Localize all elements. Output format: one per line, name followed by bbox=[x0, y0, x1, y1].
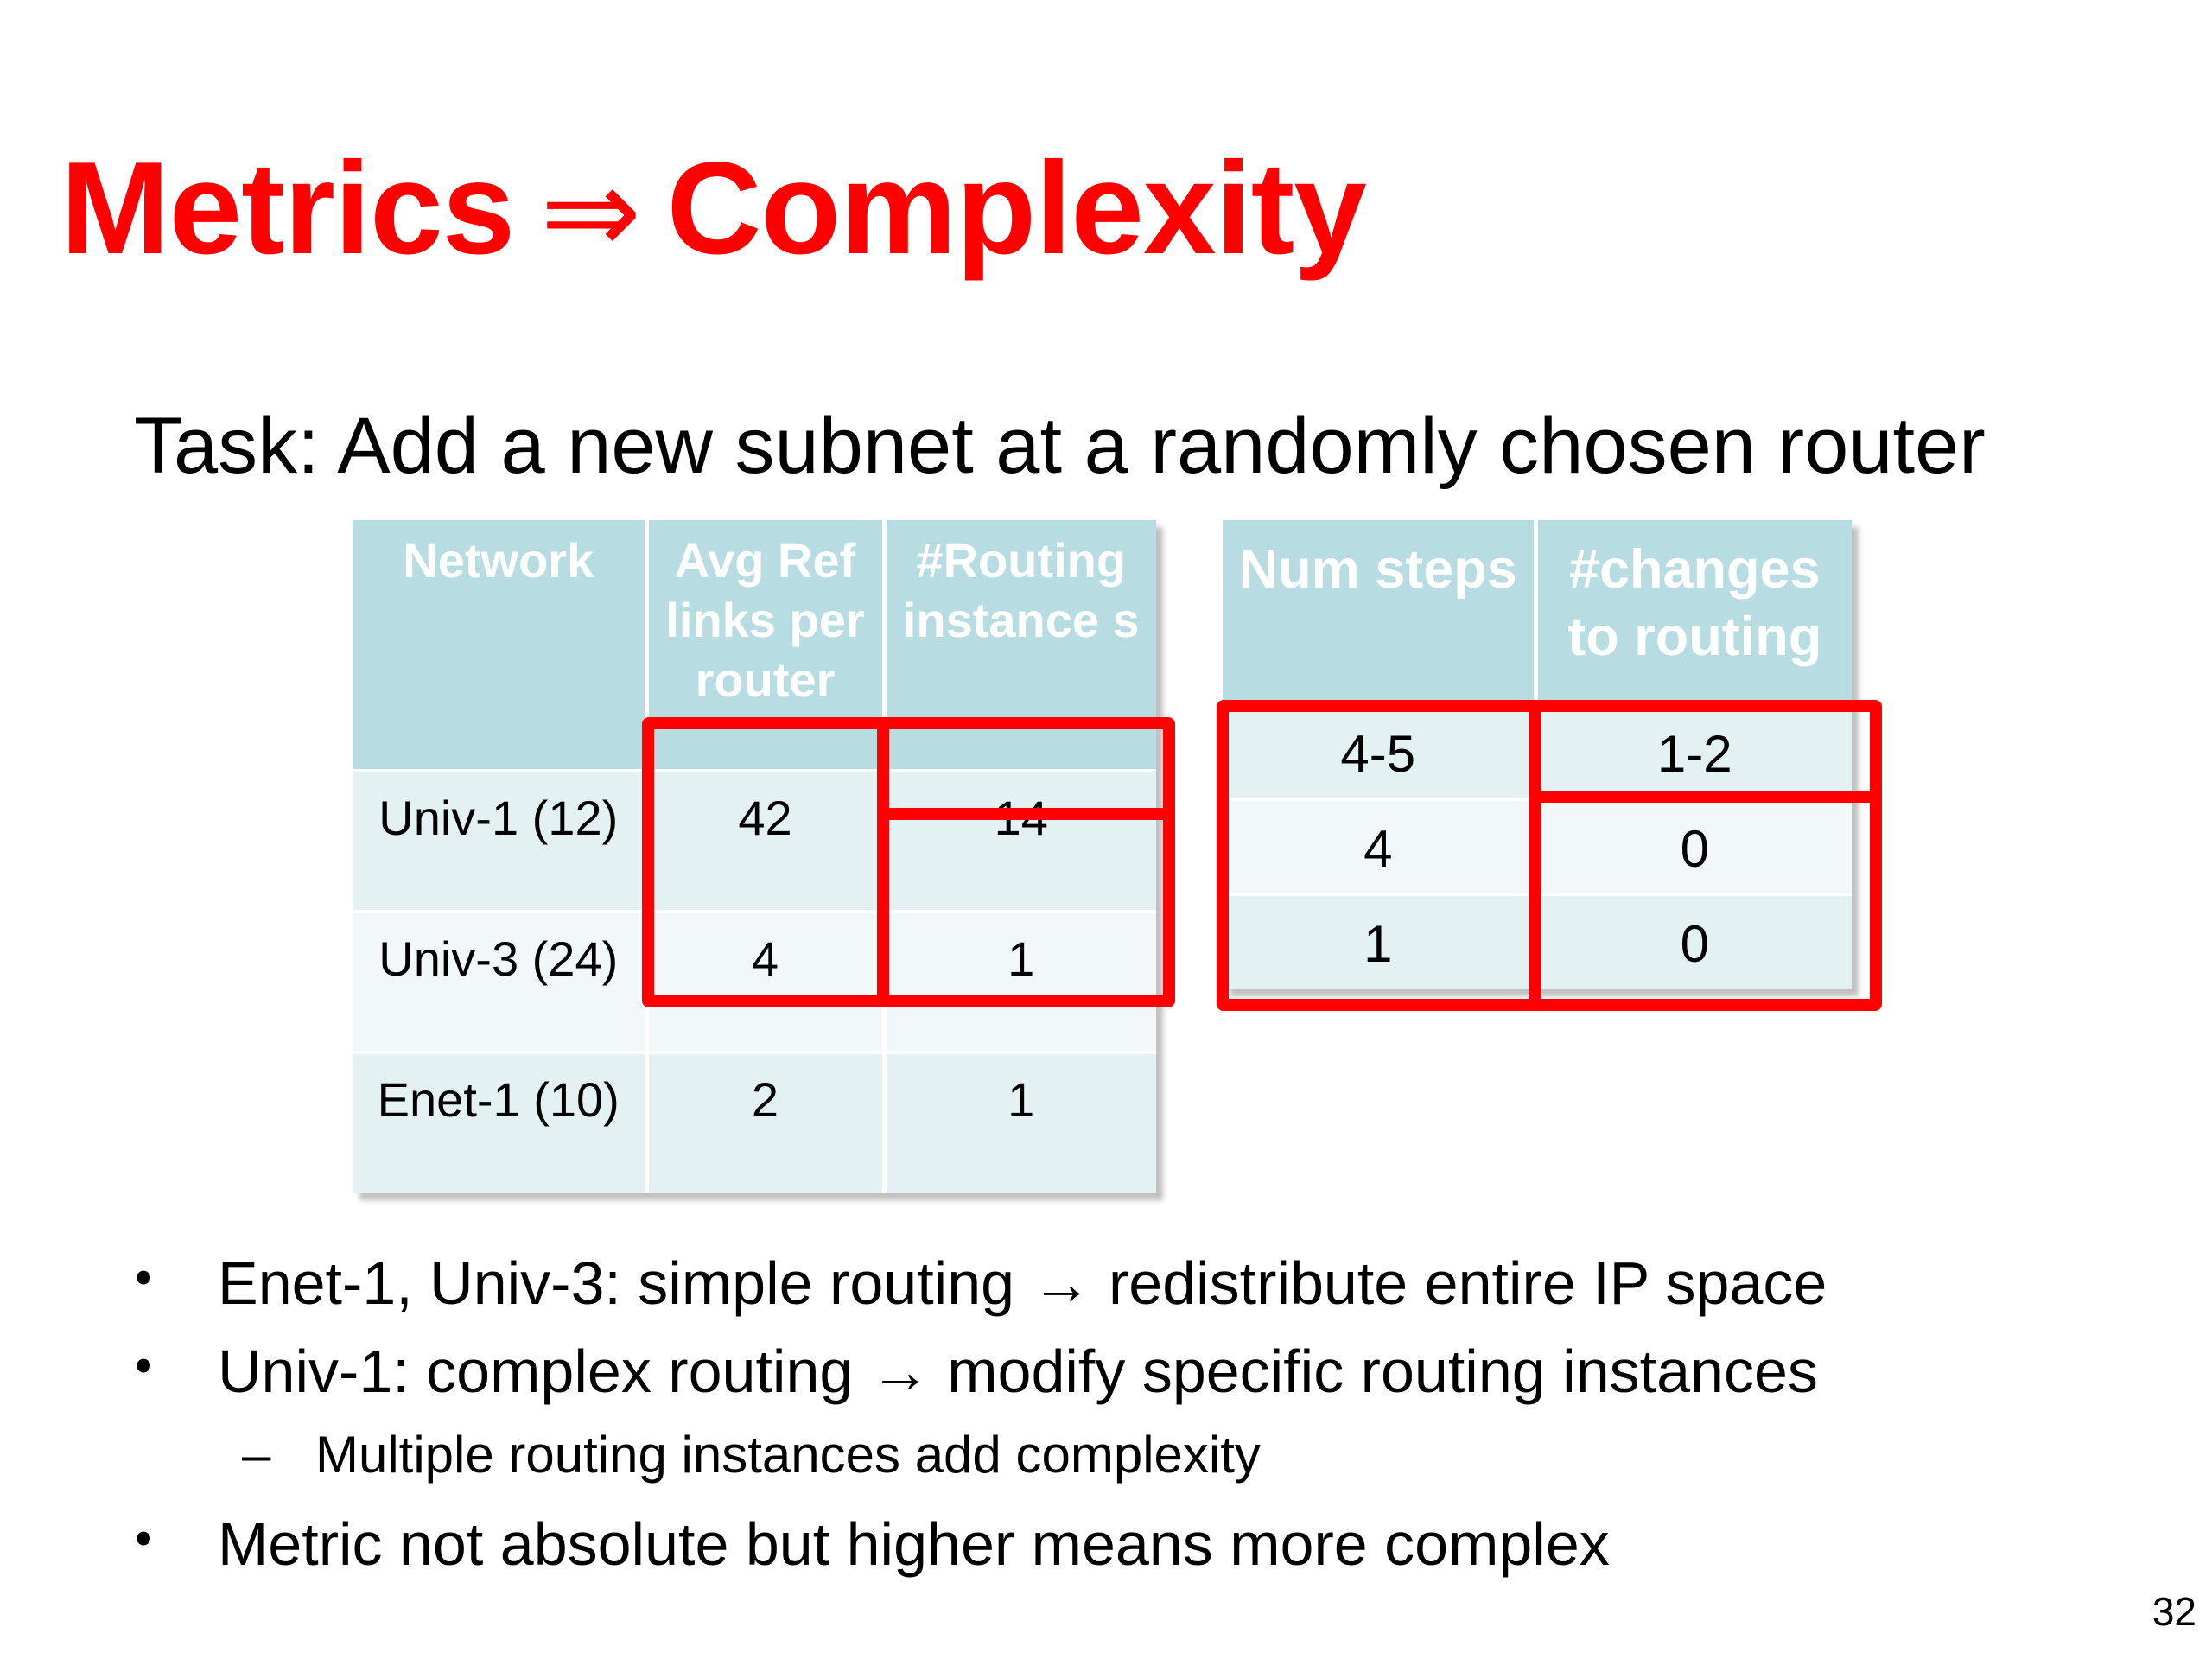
cell-avg-ref: 2 bbox=[646, 1052, 884, 1193]
cell-changes: 0 bbox=[1535, 894, 1852, 989]
bullet-item: • Enet-1, Univ-3: simple routing → redistribute entire IP space bbox=[130, 1253, 1827, 1313]
cell-routing: 1 bbox=[884, 1052, 1156, 1193]
highlight-divider-table2-row bbox=[1529, 791, 1882, 803]
cell-avg-ref: 4 bbox=[646, 912, 884, 1052]
header-num-steps: Num steps bbox=[1223, 520, 1535, 704]
title-left: Metrics bbox=[60, 135, 515, 282]
bullet-item: • Univ-1: complex routing → modify specific routing instances bbox=[130, 1341, 1827, 1402]
slide-title bbox=[60, 135, 1366, 283]
header-network: Network bbox=[353, 520, 646, 771]
cell-avg-ref: 42 bbox=[646, 771, 884, 912]
cell-steps: 1 bbox=[1223, 894, 1535, 989]
bullet-item: • Metric not absolute but higher means more complex bbox=[130, 1514, 1827, 1574]
cell-network: Enet-1 (10) bbox=[353, 1052, 646, 1193]
cell-steps: 4-5 bbox=[1223, 704, 1535, 799]
table-row bbox=[353, 1052, 1156, 1193]
highlight-divider-table1 bbox=[877, 717, 889, 1007]
title-right: Complexity bbox=[666, 135, 1366, 282]
cell-changes: 1-2 bbox=[1535, 704, 1852, 799]
highlight-divider-table2 bbox=[1529, 700, 1541, 1011]
header-avg-ref-links: Avg Ref links per router bbox=[646, 520, 884, 771]
task-statement: Task: Add a new subnet at a randomly chosen router bbox=[134, 402, 1986, 490]
header-routing-instances: #Routing instance s bbox=[884, 520, 1156, 771]
sub-bullet-item: – Multiple routing instances add complexity bbox=[130, 1429, 1827, 1481]
task-steps-header-row bbox=[1223, 520, 1852, 704]
cell-steps: 4 bbox=[1223, 799, 1535, 894]
cell-routing: 1 bbox=[884, 912, 1156, 1052]
cell-network: Univ-3 (24) bbox=[353, 912, 646, 1052]
highlight-divider-table1-row bbox=[877, 808, 1175, 820]
page-number: 32 bbox=[2152, 1589, 2196, 1634]
bullet-list bbox=[130, 1249, 1827, 1602]
highlight-box-table1 bbox=[642, 717, 1175, 1007]
implies-arrow-icon: ⇒ bbox=[540, 142, 641, 283]
highlight-box-table2 bbox=[1217, 700, 1882, 1011]
cell-network: Univ-1 (12) bbox=[353, 771, 646, 912]
header-changes-to-routing: #changes to routing bbox=[1535, 520, 1852, 704]
cell-changes: 0 bbox=[1535, 799, 1852, 894]
